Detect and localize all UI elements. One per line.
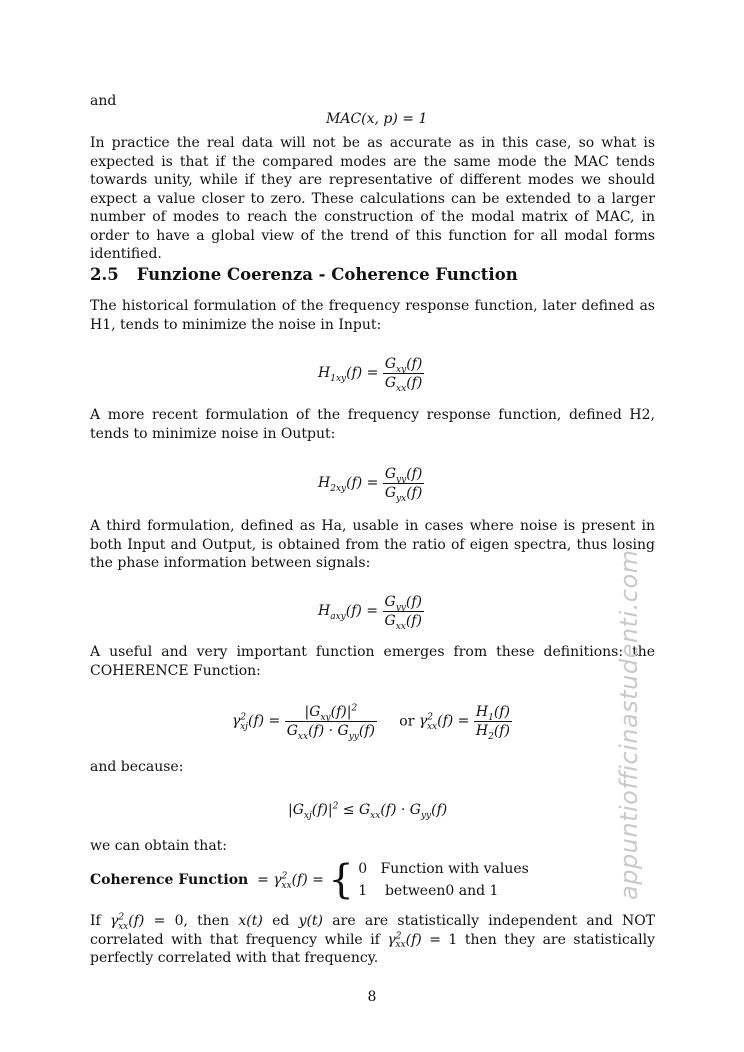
conclusion-part1: are are statistically independent and NOT correlated with that frequency while if xyxy=(90,913,656,948)
paragraph-conclusion: If $\gamma^2_{xx}(f) = 0$, then x(t) ed y(t) are are statistically independent and NOT correlated with that frequency while if $\gamma^2_{xx}(f) = 1$ then they are statistically perfectly correlated with that frequency. xyxy=(90,912,656,966)
case0-text: Function with values xyxy=(380,861,529,877)
y-signal: y(t) xyxy=(298,913,324,929)
equation-inequality: $|G_{xj}(f)|^2 \le G_{xx}(f) \cdot G_{yy}(f)$ xyxy=(288,801,448,821)
if-text: If xyxy=(90,913,101,929)
conclusion-part2: then they are statistically perfectly correlated with that frequency. xyxy=(90,931,655,966)
case0-value: 0 xyxy=(358,861,368,877)
page-number: 8 xyxy=(367,989,377,1005)
equation-h1: $H_{1xy}(f)$ = $\frac{G_{xy}(f)}{G_{xx}(f)}$ xyxy=(318,356,423,394)
section-title: Funzione Coerenza - Coherence Function xyxy=(136,265,518,284)
case1-value: 1 xyxy=(358,883,368,899)
brace: { xyxy=(328,857,354,903)
equation-h2: $H_{2xy}(f)$ = $\frac{G_{yy}(f)}{G_{yx}(f)}$ xyxy=(318,466,423,504)
paragraph-ha: A third formulation, defined as Ha, usable in cases where noise is present in both Input and Output, is obtained from the ratio of eigen spectra, thus losing the phase information between signals: xyxy=(90,518,655,571)
case1-text: between0 and 1 xyxy=(384,883,499,899)
section-number: 2.5 xyxy=(90,265,119,284)
paragraph-h1: The historical formulation of the frequency response function, later defined as H1, tends to minimize the noise in Input: xyxy=(90,298,655,333)
and-text: and xyxy=(90,93,117,109)
paragraph-mac: In practice the real data will not be as accurate as in this case, so what is expected is that if the compared modes are the same mode the MAC tends towards unity, while if they are representative of different modes we should expect a value closer to zero. These calculations can be extended to a larger number of modes to reach the construction of the modal matrix of MAC, in order to have a global view of the trend of this function for all modal forms identified. xyxy=(90,135,655,262)
paragraph-obtain: we can obtain that: xyxy=(90,838,228,854)
paragraph-because: and because: xyxy=(90,759,184,775)
ed-text: ed xyxy=(272,913,290,929)
cases xyxy=(358,858,529,902)
equation-coherence: $\gamma^2_{xj}(f)$ = $\frac{|G_{xy}(f)|^2}{G_{xx}(f) \cdot G_{yy}(f)}$ or $\gamma^2_{xx}(f)$ = $\frac{H_1(f)}{H_2(f)}$ xyxy=(232,703,510,742)
coherence-definition: Coherence Function = $\gamma^2_{xx}(f)$ = { 0 Function with values 1 between0 and 1 xyxy=(90,857,529,903)
mac-equation: MAC(x, p) = 1 xyxy=(326,111,428,127)
eq1-text: = 1 xyxy=(429,931,458,948)
section-heading xyxy=(90,266,518,285)
eq0-text: = 0, then xyxy=(153,913,230,929)
paragraph-h2: A more recent formulation of the frequency response function, defined H2, tends to minimize noise in Output: xyxy=(90,407,655,442)
watermark: appuntiofficinastudenti.com xyxy=(615,549,643,900)
paragraph-coherence: A useful and very important function emerges from these definitions: the COHERENCE Function: xyxy=(90,644,655,679)
x-signal: x(t) xyxy=(238,913,263,929)
coherence-label: Coherence Function xyxy=(90,871,249,888)
or-text: or xyxy=(399,713,415,730)
equation-ha: $H_{axy}(f)$ = $\frac{G_{yy}(f)}{G_{xx}(f)}$ xyxy=(318,594,422,632)
